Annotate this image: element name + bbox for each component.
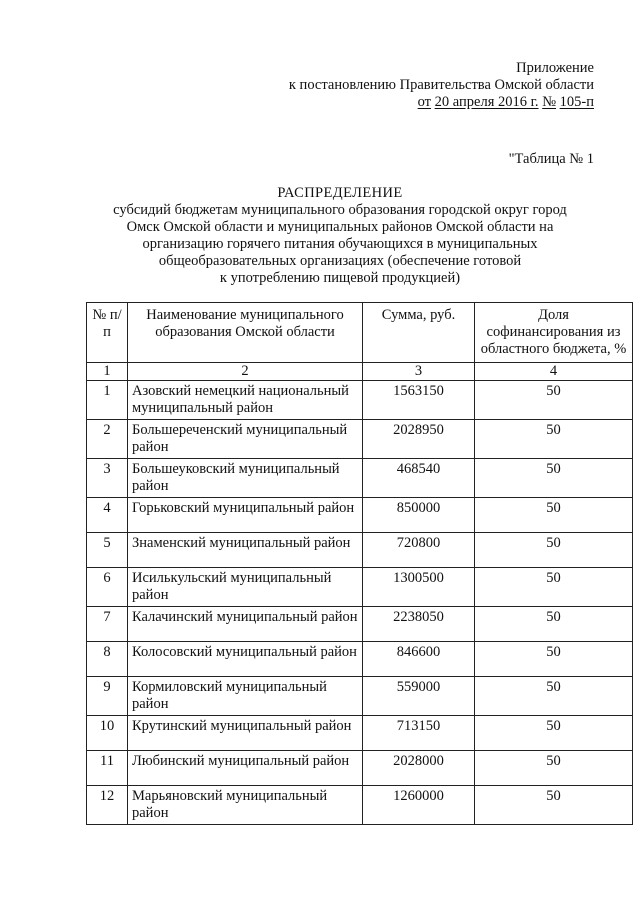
row-sum: 468540 [363,459,475,498]
row-share: 50 [475,381,633,420]
row-number: 6 [87,568,128,607]
header-number: № п/п [87,303,128,363]
row-number: 8 [87,642,128,677]
date-value: 20 апреля 2016 г. [434,94,539,110]
row-sum: 720800 [363,533,475,568]
table-row [87,642,633,677]
page-title: РАСПРЕДЕЛЕНИЕ [277,185,403,201]
row-sum: 1563150 [363,381,475,420]
number-prefix: № [542,94,557,110]
index-cell: 4 [475,363,633,381]
row-share: 50 [475,642,633,677]
table-row [87,786,633,825]
row-share: 50 [475,716,633,751]
table-header-row [87,303,633,363]
row-name: Большереченский муниципальный район [128,420,363,459]
row-number: 3 [87,459,128,498]
appendix-resolution: к постановлению Правительства Омской области [288,77,594,93]
row-name: Большеуковский муниципальный район [128,459,363,498]
index-cell: 3 [363,363,475,381]
row-number: 2 [87,420,128,459]
row-sum: 2238050 [363,607,475,642]
appendix-date-line [234,94,594,111]
table-reference: "Таблица № 1 [508,151,594,167]
subtitle-line: общеобразовательных организациях (обеспечение готовой [158,253,522,269]
number-value: 105-п [559,94,594,110]
row-number: 5 [87,533,128,568]
row-share: 50 [475,751,633,786]
row-sum: 1300500 [363,568,475,607]
row-number: 11 [87,751,128,786]
row-sum: 846600 [363,642,475,677]
row-name: Исилькульский муниципальный район [128,568,363,607]
table-row [87,533,633,568]
subtitle-line: субсидий бюджетам муниципального образования городской округ город [113,202,567,218]
appendix-label: Приложение [516,60,594,76]
table-row [87,716,633,751]
header-share: Доля софинансирования из областного бюджета, % [475,303,633,363]
table-row [87,607,633,642]
row-number: 9 [87,677,128,716]
subtitle-line: к употреблению пищевой продукцией) [219,270,461,286]
table-row [87,568,633,607]
row-share: 50 [475,420,633,459]
page-subtitle [75,202,605,287]
row-sum: 850000 [363,498,475,533]
table-index-row [87,363,633,381]
index-cell: 2 [128,363,363,381]
header-sum: Сумма, руб. [363,303,475,363]
subtitle-line: Омск Омской области и муниципальных районов Омской области на [126,219,554,235]
row-share: 50 [475,677,633,716]
row-share: 50 [475,607,633,642]
index-cell: 1 [87,363,128,381]
row-number: 10 [87,716,128,751]
row-sum: 2028000 [363,751,475,786]
subtitle-line: организацию горячего питания обучающихся в муниципальных [142,236,538,252]
row-name: Горьковский муниципальный район [128,498,363,533]
table-row [87,420,633,459]
row-name: Любинский муниципальный район [128,751,363,786]
table-row [87,677,633,716]
row-share: 50 [475,533,633,568]
row-number: 1 [87,381,128,420]
table-row [87,459,633,498]
row-name: Кормиловский муниципальный район [128,677,363,716]
header-name: Наименование муниципального образования Омской области [128,303,363,363]
distribution-table [86,302,633,825]
row-name: Знаменский муниципальный район [128,533,363,568]
row-sum: 2028950 [363,420,475,459]
table-row [87,381,633,420]
row-number: 4 [87,498,128,533]
row-name: Марьяновский муниципальный район [128,786,363,825]
row-share: 50 [475,459,633,498]
row-share: 50 [475,568,633,607]
table-row [87,751,633,786]
table-row [87,498,633,533]
row-sum: 713150 [363,716,475,751]
row-name: Колосовский муниципальный район [128,642,363,677]
appendix-block [234,60,594,111]
row-number: 7 [87,607,128,642]
row-sum: 1260000 [363,786,475,825]
row-share: 50 [475,498,633,533]
row-name: Калачинский муниципальный район [128,607,363,642]
row-share: 50 [475,786,633,825]
row-number: 12 [87,786,128,825]
row-name: Крутинский муниципальный район [128,716,363,751]
date-prefix: от [417,94,432,110]
row-sum: 559000 [363,677,475,716]
row-name: Азовский немецкий национальный муниципальный район [128,381,363,420]
